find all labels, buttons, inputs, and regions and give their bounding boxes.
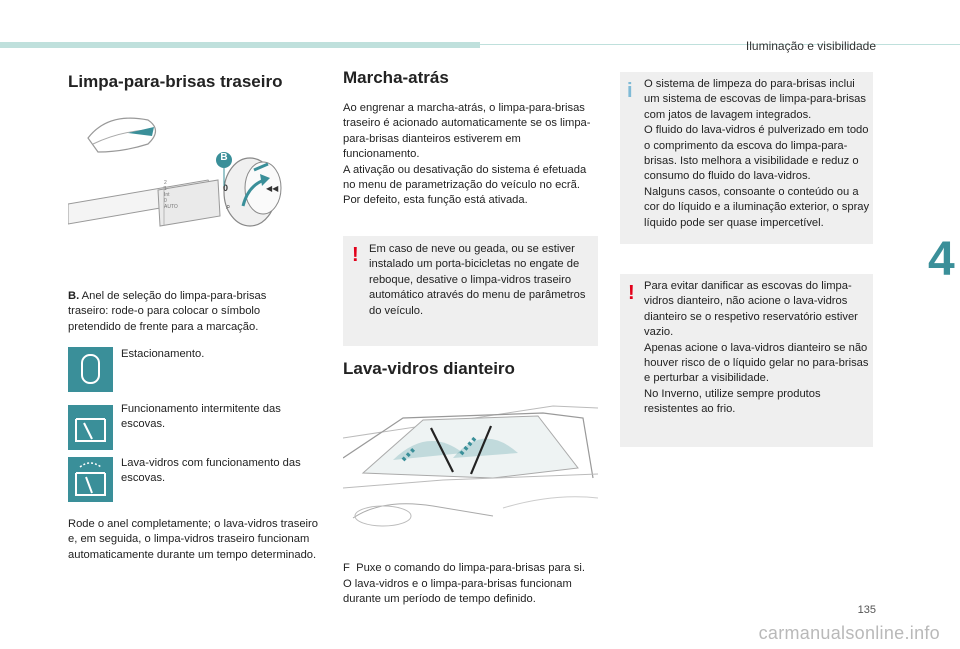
reverse-gear-body: Ao engrenar a marcha-atrás, o limpa-para-brisas traseiro é acionado automaticamente se os limpa-para-brisas dianteiros estiverem em funcionamento. A ativação ou desativação do sistema é efetuada no menu de parametrização do veículo no ecrã. Por defeito, esta função está ativada. (343, 102, 591, 207)
header-rule (480, 44, 960, 45)
warning-box-front (620, 274, 873, 447)
figure-caption (68, 289, 298, 335)
svg-text:0: 0 (223, 183, 229, 193)
front-washer-note: O lava-vidros e o limpa-para-brisas funcionam durante um período de tempo definido. (343, 578, 572, 606)
section-title: Iluminação e visibilidade (745, 39, 876, 53)
svg-text:◀◀: ◀◀ (266, 184, 279, 193)
section-heading-reverse-gear: Marcha-atrás (343, 68, 449, 87)
callout-b-label: B (220, 152, 228, 163)
chapter-number: 4 (928, 233, 955, 286)
front-washer-instruction: F Puxe o comando do limpa-para-brisas para si. (343, 562, 585, 574)
info-text: O sistema de limpeza do para-brisas inclui um sistema de escovas de limpa-para-brisas com jatos de lavagem integrados. O fluido do lava-vidros é pulverizado em todo o comprimento da escova do limpa-para-brisas. Isto melhora a visibilidade e reduz o consumo do fluido do lava-vidros. Nalguns casos, consoante o conteúdo ou a cor do líquido e a iluminação exterior, o spray líquido pode ser quase impercetível. (644, 78, 870, 229)
stalk-illustration (68, 108, 320, 240)
info-box (620, 72, 873, 244)
header-accent-bar (0, 42, 480, 48)
parking-icon (68, 347, 113, 392)
wiper-stalk-drawing (68, 108, 320, 240)
svg-text:⌕: ⌕ (226, 202, 231, 211)
warning-icon: ! (628, 282, 635, 304)
rear-wiper-auto-note: Rode o anel completamente; o lava-vidros traseiro e, em seguida, o limpa-vidros traseiro funcionam automaticamente durante um tempo determinado. (68, 518, 318, 561)
mode-label-parking: Estacionamento. (121, 348, 205, 360)
stalk-tick-labels: 2 1 Int 0 AUTO (164, 180, 178, 210)
intermittent-wipe-icon (68, 405, 113, 450)
mode-label-intermittent: Funcionamento intermitente das escovas. (121, 403, 281, 431)
info-icon: i (627, 80, 633, 102)
section-heading-rear-wiper: Limpa-para-brisas traseiro (68, 72, 283, 91)
warning-icon: ! (352, 244, 359, 266)
watermark-text: carmanualsonline.info (758, 623, 940, 643)
warning-box-reverse (343, 236, 598, 346)
wash-wipe-icon (68, 457, 113, 502)
bullet-text: Puxe o comando do limpa-para-brisas para si. (356, 562, 585, 574)
page-number: 135 (857, 604, 876, 616)
section-heading-front-washer: Lava-vidros dianteiro (343, 359, 515, 378)
warning-text-reverse: Em caso de neve ou geada, ou se estiver instalado um porta-bicicletas no engate de reboque, desative o limpa-vidros traseiro automático através do menu de parâmetros do veículo. (369, 243, 586, 317)
windscreen-illustration (343, 398, 598, 553)
caption-text: Anel de seleção do limpa-para-brisas traseiro: rode-o para colocar o símbolo pretendido de frente para a marcação. (68, 290, 267, 333)
mode-label-wash-wipe: Lava-vidros com funcionamento das escovas. (121, 457, 301, 485)
windscreen-drawing (343, 398, 598, 553)
warning-text-front: Para evitar danificar as escovas do limpa-vidros dianteiro, não acione o lava-vidros dianteiro se o respetivo reservatório estiver vazio. Apenas acione o lava-vidros dianteiro se não houver risco de o líquido gelar no para-brisas e perturbar a visibilidade. No Inverno, utilize sempre produtos resistentes ao frio. (644, 280, 869, 416)
caption-label: B. (68, 290, 80, 302)
